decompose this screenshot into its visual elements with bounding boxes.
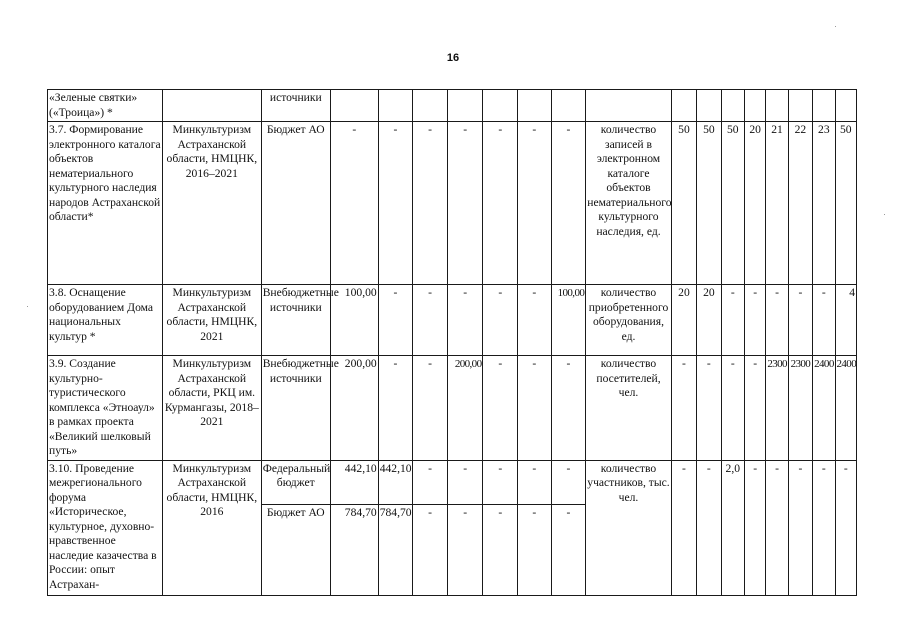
funding-2020-cell: - [518, 356, 552, 461]
scan-speck [835, 26, 836, 27]
table-row [48, 122, 857, 285]
measure-cell: 3.7. Формирование электронного каталога объектов нематериального культурного наследия народов Астраханской области* [48, 122, 163, 285]
indicator-value-cell: - [671, 460, 696, 595]
funding-2019-cell [483, 90, 518, 122]
executor-cell [162, 90, 261, 122]
funding-source-cell: Внебюджетные источники [261, 356, 330, 461]
funding-2018-cell: - [447, 285, 483, 356]
indicator-value-cell: - [835, 460, 857, 595]
indicator-value-cell [671, 90, 696, 122]
scan-speck [27, 306, 28, 307]
funding-2017-cell: - [413, 356, 448, 461]
indicator-value-cell: 2400 [813, 356, 835, 461]
indicator-value-cell [697, 90, 721, 122]
indicator-value-cell: 21 [766, 122, 788, 285]
table-row [48, 90, 857, 122]
table-row [48, 356, 857, 461]
indicator-value-cell [788, 90, 812, 122]
funding-2018-cell: - [447, 122, 483, 285]
funding-2018-cell: - [447, 504, 483, 595]
funding-total-cell: - [330, 122, 378, 285]
indicator-value-cell: 23 [813, 122, 835, 285]
indicator-value-cell: - [788, 285, 812, 356]
indicator-value-cell: - [766, 460, 788, 595]
executor-cell: Минкультуризм Астраханской области, НМЦНК, 2016–2021 [162, 122, 261, 285]
scan-speck [884, 214, 885, 215]
indicator-value-cell: - [766, 285, 788, 356]
funding-2020-cell: - [518, 285, 552, 356]
indicator-value-cell: - [813, 285, 835, 356]
funding-2020-cell: - [518, 504, 552, 595]
funding-2018-cell [447, 90, 483, 122]
funding-2018-cell: - [447, 460, 483, 504]
measure-cell: 3.9. Создание культурно-туристического комплекса «Этноаул» в рамках проекта «Великий шелковый путь» [48, 356, 163, 461]
funding-2016-cell: - [378, 122, 413, 285]
funding-2020-cell: - [518, 460, 552, 504]
indicator-value-cell: 2300 [788, 356, 812, 461]
measure-cell: «Зеленые святки» («Троица») * [48, 90, 163, 122]
executor-cell: Минкультуризм Астраханской области, РКЦ им. Курмангазы, 2018–2021 [162, 356, 261, 461]
funding-total-cell [330, 90, 378, 122]
funding-2016-cell: - [378, 356, 413, 461]
indicator-value-cell: - [744, 285, 765, 356]
funding-2019-cell: - [483, 285, 518, 356]
funding-2016-cell: - [378, 285, 413, 356]
indicator-value-cell [835, 90, 857, 122]
indicator-value-cell: - [788, 460, 812, 595]
table-row [48, 285, 857, 356]
funding-2016-cell [378, 90, 413, 122]
funding-source-cell: Бюджет АО [261, 122, 330, 285]
funding-2021-cell: 100,00 [551, 285, 586, 356]
funding-2021-cell: - [551, 356, 586, 461]
indicator-value-cell: 50 [671, 122, 696, 285]
executor-cell: Минкультуризм Астраханской области, НМЦНК, 2016 [162, 460, 261, 595]
indicator-value-cell: 50 [835, 122, 857, 285]
indicator-cell: количество участников, тыс. чел. [586, 460, 671, 595]
indicator-value-cell: - [721, 285, 744, 356]
funding-total-cell: 784,70 [330, 504, 378, 595]
funding-total-cell: 100,00 [330, 285, 378, 356]
funding-2016-cell: 784,70 [378, 504, 413, 595]
indicator-value-cell: - [744, 356, 765, 461]
indicator-value-cell: 20 [697, 285, 721, 356]
funding-2019-cell: - [483, 504, 518, 595]
funding-2021-cell: - [551, 504, 586, 595]
funding-2021-cell: - [551, 460, 586, 504]
indicator-value-cell [813, 90, 835, 122]
indicator-value-cell: 50 [721, 122, 744, 285]
indicator-value-cell: - [697, 356, 721, 461]
funding-2016-cell: 442,10 [378, 460, 413, 504]
indicator-value-cell: - [697, 460, 721, 595]
indicator-value-cell: 22 [788, 122, 812, 285]
indicator-value-cell [721, 90, 744, 122]
page-number: 16 [446, 52, 460, 64]
measure-cell: 3.10. Проведение межрегионального форума «Историческое, культурное, духовно-нравственное наследие казачества в России: опыт Астрахан- [48, 460, 163, 595]
funding-2017-cell: - [413, 122, 448, 285]
measure-cell: 3.8. Оснащение оборудованием Дома национальных культур * [48, 285, 163, 356]
indicator-value-cell: - [721, 356, 744, 461]
funding-source-cell: источники [261, 90, 330, 122]
funding-2017-cell: - [413, 460, 448, 504]
indicator-value-cell: - [813, 460, 835, 595]
funding-2018-cell: 200,00 [447, 356, 483, 461]
funding-2021-cell: - [551, 122, 586, 285]
funding-total-cell: 200,00 [330, 356, 378, 461]
funding-2021-cell [551, 90, 586, 122]
funding-2019-cell: - [483, 356, 518, 461]
indicator-value-cell: - [671, 356, 696, 461]
indicator-value-cell [766, 90, 788, 122]
indicator-value-cell: - [744, 460, 765, 595]
funding-2017-cell [413, 90, 448, 122]
funding-2020-cell [518, 90, 552, 122]
indicator-value-cell [744, 90, 765, 122]
indicator-cell [586, 90, 671, 122]
funding-source-cell: Бюджет АО [261, 504, 330, 595]
indicator-value-cell: 2300 [766, 356, 788, 461]
funding-2017-cell: - [413, 285, 448, 356]
funding-2019-cell: - [483, 460, 518, 504]
indicator-cell: количество посетителей, чел. [586, 356, 671, 461]
indicator-cell: количество приобретенного оборудования, ед. [586, 285, 671, 356]
indicator-cell: количество записей в электронном каталоге объектов нематериального культурного наследия, ед. [586, 122, 671, 285]
indicator-value-cell: 4 [835, 285, 857, 356]
funding-source-cell: Федеральный бюджет [261, 460, 330, 504]
indicator-value-cell: 50 [697, 122, 721, 285]
indicator-value-cell: 20 [744, 122, 765, 285]
program-activities-table [47, 89, 857, 596]
indicator-value-cell: 2,0 [721, 460, 744, 595]
indicator-value-cell: 20 [671, 285, 696, 356]
executor-cell: Минкультуризм Астраханской области, НМЦНК, 2021 [162, 285, 261, 356]
funding-total-cell: 442,10 [330, 460, 378, 504]
table-row [48, 460, 857, 504]
indicator-value-cell: 2400 [835, 356, 857, 461]
funding-2019-cell: - [483, 122, 518, 285]
funding-source-cell: Внебюджетные источники [261, 285, 330, 356]
funding-2017-cell: - [413, 504, 448, 595]
funding-2020-cell: - [518, 122, 552, 285]
